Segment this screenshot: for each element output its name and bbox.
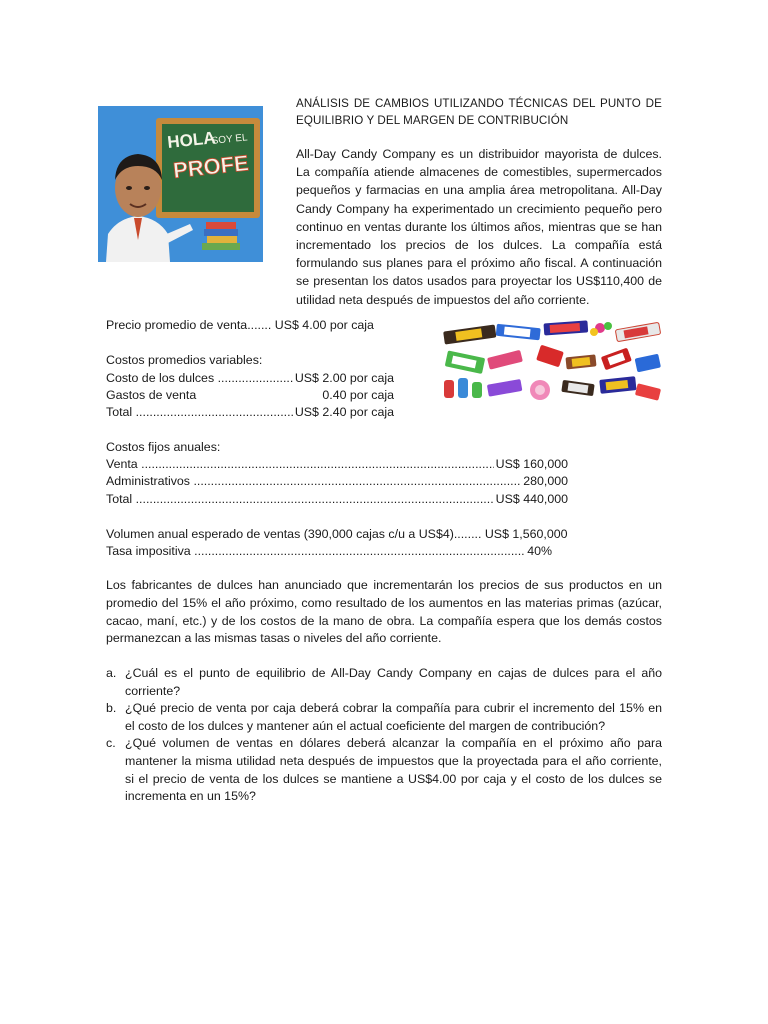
tax-value: 40% [527,544,552,558]
page-title: ANÁLISIS DE CAMBIOS UTILIZANDO TÉCNICAS DEL PUNTO DE EQUILIBRIO Y DEL MARGEN DE CONTRIBUCIÓN [296,97,662,127]
fixed-cost-row [106,473,568,490]
board-text-soy-el: SOY EL [211,132,249,147]
variable-cost-value: US$ 2.00 por caja [294,370,394,385]
variable-cost-row [106,387,394,404]
fixed-cost-value: US$ 160,000 [495,457,568,471]
fixed-cost-value: US$ 440,000 [495,491,568,506]
price-increase-paragraph: Los fabricantes de dulces han anunciado que incrementarán los precios de sus productos en un promedio del 15% el año próximo, como resultado de los aumentos en las materias primas (azúcar, cacao, maní, etc.) y de los costos de la mano de obra. La compañía espera que los demás costos permanezcan a las mismas tasas o niveles del año corriente. [106,578,662,646]
variable-costs-table [106,370,394,422]
variable-cost-label: Total ..... [106,404,293,421]
teacher-illustration [98,106,263,262]
variable-cost-label: Gastos de venta [106,387,197,402]
question-item [106,665,662,700]
candy-image-graphic [440,316,662,406]
questions-list [106,665,662,806]
variable-cost-row [106,404,394,421]
question-marker: a. [106,666,117,680]
variable-costs-heading: Costos promedios variables: [106,353,263,367]
tax-row [106,543,552,560]
intro-paragraph: All-Day Candy Company es un distribuidor mayorista de dulces. La compañía atiende almacenes de comestibles, supermercados pequeños y farmacias en una amplia área metropolitana. All-Day Candy Company ha experimentado un crecimiento pequeño pero continuo en ventas durante los últimos años, mientras que se han incrementado los precios de los dulces. La compañía está formulando sus planes para el próximo año fiscal. A continuación se presentan los datos usados para proyectar los US$110,400 de utilidad neta después de impuestos del año corriente. [296,147,662,307]
variable-cost-value: 0.40 por caja [322,387,394,402]
fixed-cost-row [106,456,568,473]
fixed-costs-heading: Costos fijos anuales: [106,439,221,454]
board-text-profe: PROFE [171,150,250,183]
fixed-cost-label: Venta ..... [106,456,494,473]
question-marker: b. [106,701,117,716]
volume-value: US$ 1,560,000 [484,526,568,541]
question-item [106,700,662,735]
fixed-costs-table [106,456,568,508]
question-text: ¿Cuál es el punto de equilibrio de All-Day Candy Company en cajas de dulces para el año corriente? [125,666,662,698]
price-line [106,317,374,334]
tax-line [106,543,552,560]
volume-label: Volumen anual esperado de ventas (390,000 cajas c/u a US$4) [106,526,454,541]
question-text: ¿Qué volumen de ventas en dólares deberá alcanzar la compañía en el próximo año para mantener la misma utilidad neta después de impuestos que la proyectada para el año corriente, si el precio de venta de los dulces se mantiene a US$4.00 por caja y el costo de los dulces se incrementa en un 15%? [125,736,662,804]
teacher-illustration-graphic [98,106,263,262]
price-value: US$ 4.00 por caja [274,318,374,332]
variable-cost-row [106,370,394,387]
tax-label: Tasa impositiva ..... [106,543,525,560]
fixed-cost-label: Total ..... [106,491,494,508]
price-label: Precio promedio de venta [106,318,248,332]
fixed-cost-label: Administrativos ..... [106,473,521,490]
question-marker: c. [106,736,116,751]
volume-line [106,526,568,543]
variable-cost-value: US$ 2.40 por caja [294,405,394,420]
question-text: ¿Qué precio de venta por caja deberá cobrar la compañía para cubrir el incremento del 15% en el costo de los dulces y mantener aún el actual coeficiente del margen de contribución? [125,701,662,733]
variable-cost-label: Costo de los dulces ..... [106,370,293,387]
fixed-cost-row [106,491,568,508]
board-text-hola: HOLA [166,128,217,152]
price-dots: ....... [247,318,272,332]
question-item [106,735,662,805]
fixed-cost-value: 280,000 [523,474,568,489]
volume-dots: ........ [453,526,482,541]
candy-image [440,316,662,406]
